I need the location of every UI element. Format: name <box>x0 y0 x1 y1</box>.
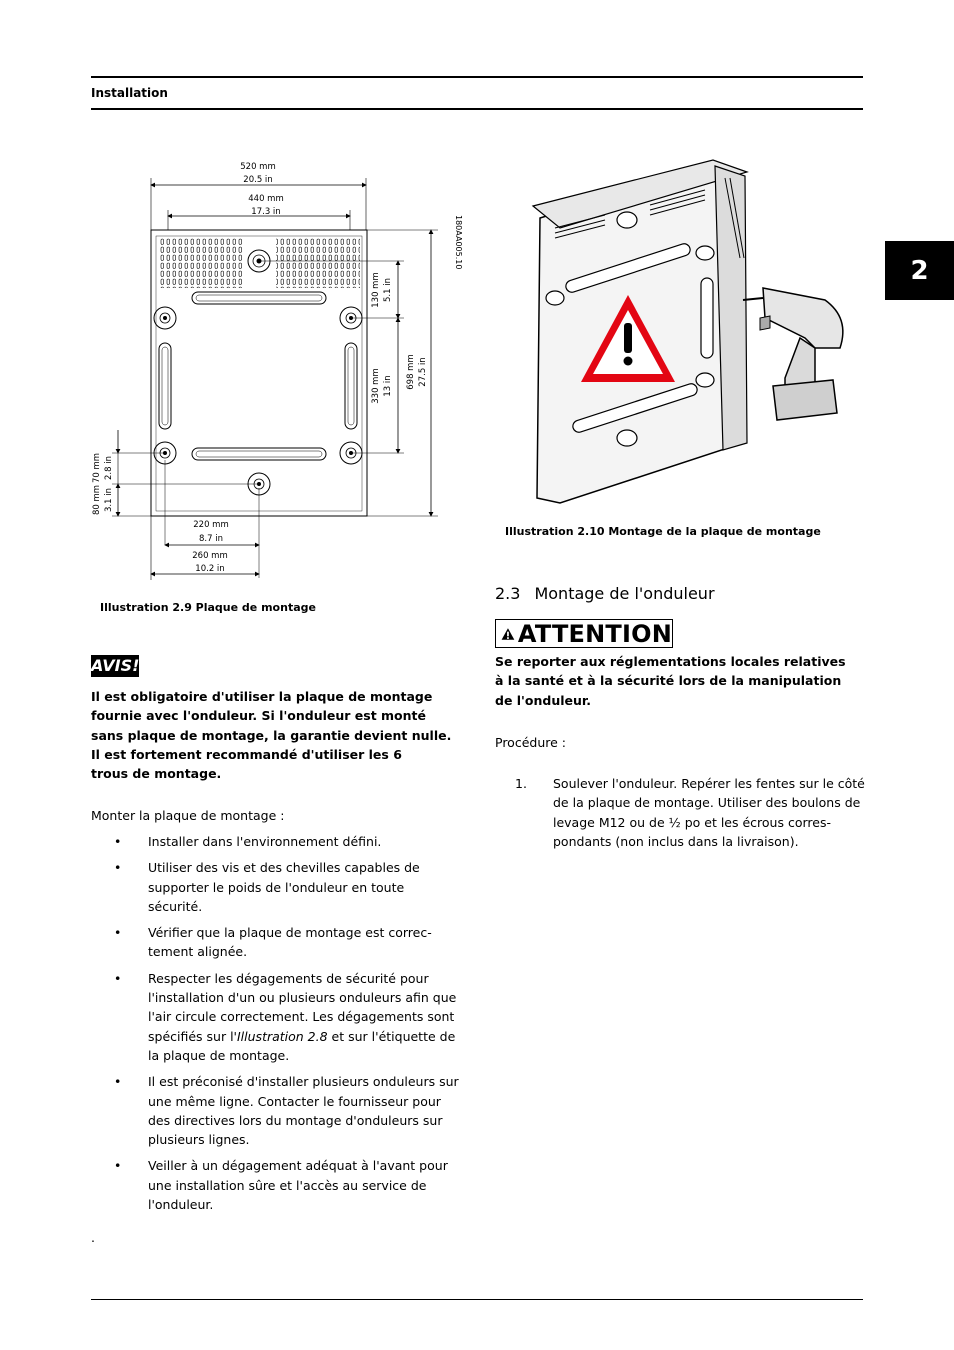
header-section-label: Installation <box>91 86 168 100</box>
list-item <box>91 969 461 1065</box>
list-item <box>91 923 461 962</box>
drawing-code: 180AA005.10 <box>454 215 463 270</box>
figure-caption-plaque: Illustration 2.9 Plaque de montage <box>100 601 316 614</box>
mounting-intro: Monter la plaque de montage : <box>91 808 285 823</box>
avis-badge: AVIS! <box>91 656 140 675</box>
bullet-text: Veiller à un dégagement adéquat à l'avant pour une installation sûre et l'accès au service de l'onduleur. <box>148 1158 448 1213</box>
section-number: 2.3 <box>495 584 521 603</box>
dim-330-in: 13 in <box>383 375 393 397</box>
avis-text-1: Il est obligatoire d'utiliser la plaque de montage fournie avec l'onduleur. Si l'onduleur est monté sans plaque de montage, la garantie devient nulle. <box>91 689 452 743</box>
dim-440-mm: 440 mm <box>248 194 284 204</box>
bullet-text-pre: Respecter les dégagements de sécurité pour l'installation d'un ou plusieurs onduleurs afin que l'air circule correctement. Les dégagements sont spécifiés sur l' <box>148 970 457 1044</box>
list-item <box>91 1072 461 1149</box>
attention-label: ATTENTION <box>517 619 672 648</box>
header-rule-top <box>91 76 863 78</box>
bullet-dot-icon: • <box>114 1074 122 1090</box>
dim-330-mm: 330 mm <box>371 368 381 404</box>
bullet-dot-icon: • <box>114 860 122 876</box>
bullet-text-post: et sur l'étiquette de la plaque de montage. <box>148 1028 456 1063</box>
list-item <box>91 832 461 851</box>
dim-520-mm: 520 mm <box>240 162 276 172</box>
list-item <box>91 858 461 916</box>
dim-70-in: 2.8 in <box>104 456 114 480</box>
figure-caption-montage: Illustration 2.10 Montage de la plaque de montage <box>505 525 821 538</box>
chapter-tab: 2 <box>885 241 954 300</box>
dim-220-mm: 220 mm <box>193 520 229 530</box>
procedure-step <box>515 774 865 851</box>
mounting-bullet-list <box>91 832 461 1221</box>
section-heading <box>495 584 715 603</box>
attention-badge <box>495 619 673 648</box>
attention-text: Se reporter aux réglementations locales relatives à la santé et à la sécurité lors de la manipulation de l'onduleur. <box>495 654 846 708</box>
bullet-text: Vérifier que la plaque de montage est correc-tement alignée. <box>148 925 432 960</box>
dim-70-mm: 70 mm <box>92 452 102 484</box>
step-text: Soulever l'onduleur. Repérer les fentes sur le côté de la plaque de montage. Utiliser des boulons de levage M12 ou de ½ po et les écrous corres-pondants (non inclus dans la livraison). <box>553 776 865 849</box>
section-title: Montage de l'onduleur <box>534 584 715 603</box>
trailing-dot: . <box>91 1230 95 1245</box>
dim-698-in: 27.5 in <box>418 357 428 387</box>
procedure-label: Procédure : <box>495 735 566 750</box>
mounting-plate-drawing <box>88 150 468 590</box>
bullet-dot-icon: • <box>114 1158 122 1174</box>
dim-260-mm: 260 mm <box>192 551 228 561</box>
bullet-text: Il est préconisé d'installer plusieurs onduleurs sur une même ligne. Contacter le fournisseur pour des directives lors du montage d'onduleurs sur plusieurs lignes. <box>148 1074 459 1148</box>
bullet-text: Installer dans l'environnement défini. <box>148 834 382 849</box>
dim-130-mm: 130 mm <box>371 272 381 308</box>
dim-440-in: 17.3 in <box>251 207 281 217</box>
dim-80-in: 3.1 in <box>104 488 114 512</box>
bullet-dot-icon: • <box>114 970 122 986</box>
header-rule-bottom <box>91 108 863 110</box>
dim-520-in: 20.5 in <box>243 175 273 185</box>
avis-text-2: Il est fortement recommandé d'utiliser les 6 trous de montage. <box>91 747 402 782</box>
dim-130-in: 5.1 in <box>383 278 393 302</box>
footer-rule <box>91 1299 863 1300</box>
warning-icon <box>501 623 515 645</box>
list-item <box>91 1156 461 1214</box>
mounting-illustration <box>515 158 860 513</box>
bullet-dot-icon: • <box>114 834 122 849</box>
illustration-reference-link[interactable]: Illustration 2.8 <box>237 1028 328 1044</box>
bullet-dot-icon: • <box>114 925 122 941</box>
drill-icon <box>743 288 843 420</box>
dim-260-in: 10.2 in <box>195 564 225 574</box>
step-number: 1. <box>515 776 527 791</box>
dim-698-mm: 698 mm <box>406 354 416 390</box>
dim-80-mm: 80 mm <box>92 484 102 516</box>
bullet-text: Utiliser des vis et des chevilles capables de supporter le poids de l'onduleur en toute sécurité. <box>148 860 420 914</box>
dim-220-in: 8.7 in <box>199 534 223 544</box>
